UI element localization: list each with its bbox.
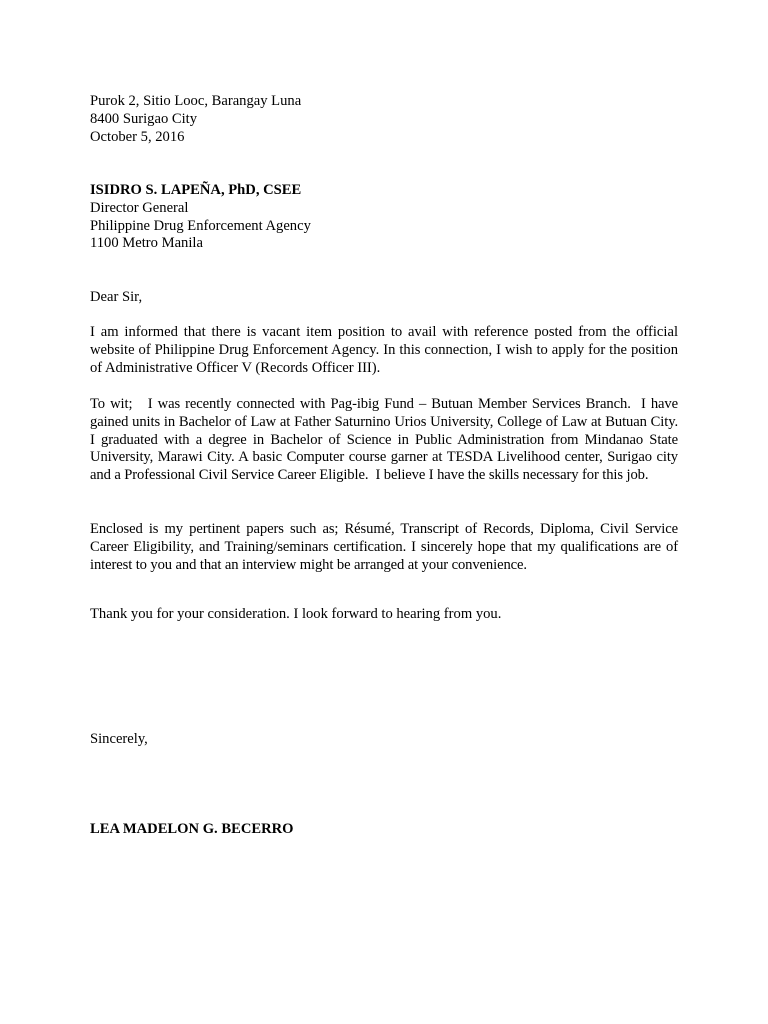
- letter-date: October 5, 2016: [90, 128, 185, 145]
- body-paragraph-2: To wit; I was recently connected with Pag-ibig Fund – Butuan Member Services Branch. I have gained units in Bachelor of Law at Father Saturnino Urios University, College of Law at Butuan City. I graduated with a degree in Bachelor of Science in Public Administration from Mindanao State University, Marawi City. A basic Computer course garner at TESDA Livelihood center, Surigao city and a Professional Civil Service Career Eligible. I believe I have the skills necessary for this job.: [90, 396, 686, 484]
- closing-block: [90, 731, 678, 749]
- sender-address-line-1: Purok 2, Sitio Looc, Barangay Luna: [90, 93, 302, 109]
- signatory-name: LEA MADELON G. BECERRO: [90, 821, 294, 837]
- body-paragraph-4: Thank you for your consideration. I look forward to hearing from you.: [90, 606, 502, 622]
- salutation-block: [90, 289, 678, 307]
- recipient-name: ISIDRO S. LAPEÑA, PhD, CSEE: [90, 182, 302, 198]
- closing: Sincerely,: [90, 731, 148, 747]
- sender-address-block: [90, 93, 678, 146]
- body-paragraph-3: Enclosed is my pertinent papers such as; Résumé, Transcript of Records, Diploma, Civil Service Career Eligibility, and Training/seminars certification. I sincerely hope that my qualifications are of interest to you and that an interview might be arranged at your convenience.: [90, 521, 678, 573]
- recipient-title: Director General: [90, 199, 189, 216]
- signatory-block: [90, 821, 678, 839]
- sender-address-line-2: 8400 Surigao City: [90, 110, 198, 127]
- recipient-city: 1100 Metro Manila: [90, 235, 203, 252]
- recipient-block: [90, 182, 678, 253]
- salutation: Dear Sir,: [90, 289, 143, 305]
- body-paragraph-1: I am informed that there is vacant item position to avail with reference posted from the official website of Philippine Drug Enforcement Agency. In this connection, I wish to apply for the position of Administrative Officer V (Records Officer III).: [90, 324, 678, 376]
- recipient-agency: Philippine Drug Enforcement Agency: [90, 217, 311, 234]
